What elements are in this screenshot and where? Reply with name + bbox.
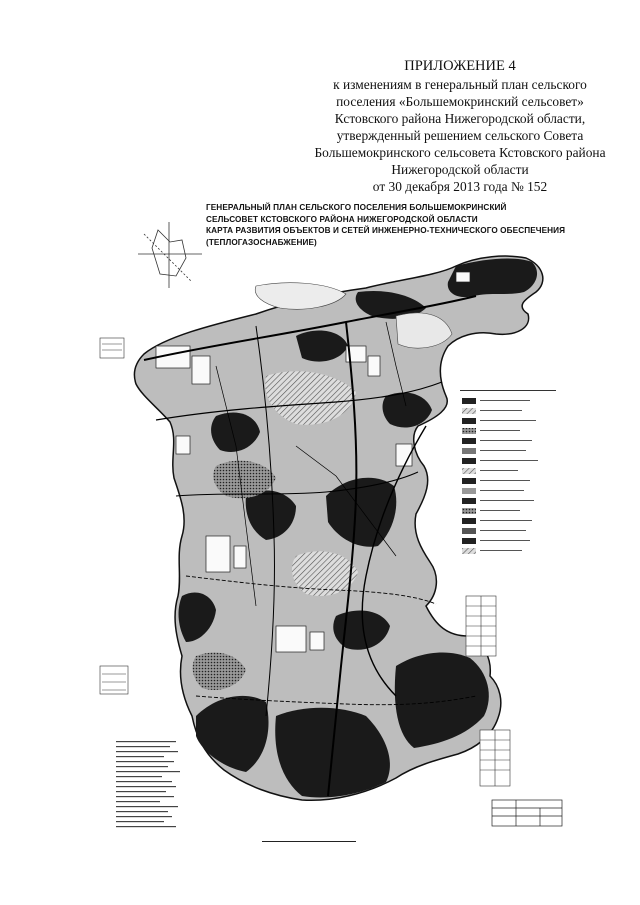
appendix-line-1: к изменениям в генеральный план сельского bbox=[333, 77, 587, 92]
appendix-line-6: Нижегородской области bbox=[391, 162, 529, 177]
map-title bbox=[206, 202, 566, 248]
appendix-line-5: Большемокринского сельсовета Кстовского района bbox=[314, 145, 606, 160]
map-title-line-2: СЕЛЬСОВЕТ КСТОВСКОГО РАЙОНА НИЖЕГОРОДСКОЙ ОБЛАСТИ bbox=[206, 214, 478, 224]
inset-sketch bbox=[138, 222, 202, 288]
map-legend bbox=[460, 390, 562, 826]
map-title-line-4: (ТЕПЛОГАЗОСНАБЖЕНИЕ) bbox=[206, 237, 317, 247]
general-plan-map bbox=[96, 196, 564, 836]
bottom-divider bbox=[262, 841, 356, 842]
map-title-line-3: КАРТА РАЗВИТИЯ ОБЪЕКТОВ И СЕТЕЙ ИНЖЕНЕРНО-ТЕХНИЧЕСКОГО ОБЕСПЕЧЕНИЯ bbox=[206, 226, 566, 235]
appendix-header bbox=[300, 58, 620, 195]
appendix-line-4: утвержденный решением сельского Совета bbox=[336, 128, 584, 143]
appendix-line-3: Кстовского района Нижегородской области, bbox=[334, 111, 586, 126]
objects-list bbox=[116, 741, 180, 827]
appendix-title: ПРИЛОЖЕНИЕ 4 bbox=[404, 58, 516, 74]
appendix-line-2: поселения «Большемокринский сельсовет» bbox=[336, 94, 584, 109]
appendix-line-7: от 30 декабря 2013 года № 152 bbox=[372, 179, 548, 194]
map-title-line-1: ГЕНЕРАЛЬНЫЙ ПЛАН СЕЛЬСКОГО ПОСЕЛЕНИЯ БОЛЬШЕМОКРИНСКИЙ bbox=[206, 203, 507, 212]
side-stamps bbox=[100, 338, 128, 694]
map-drawing bbox=[96, 196, 564, 836]
